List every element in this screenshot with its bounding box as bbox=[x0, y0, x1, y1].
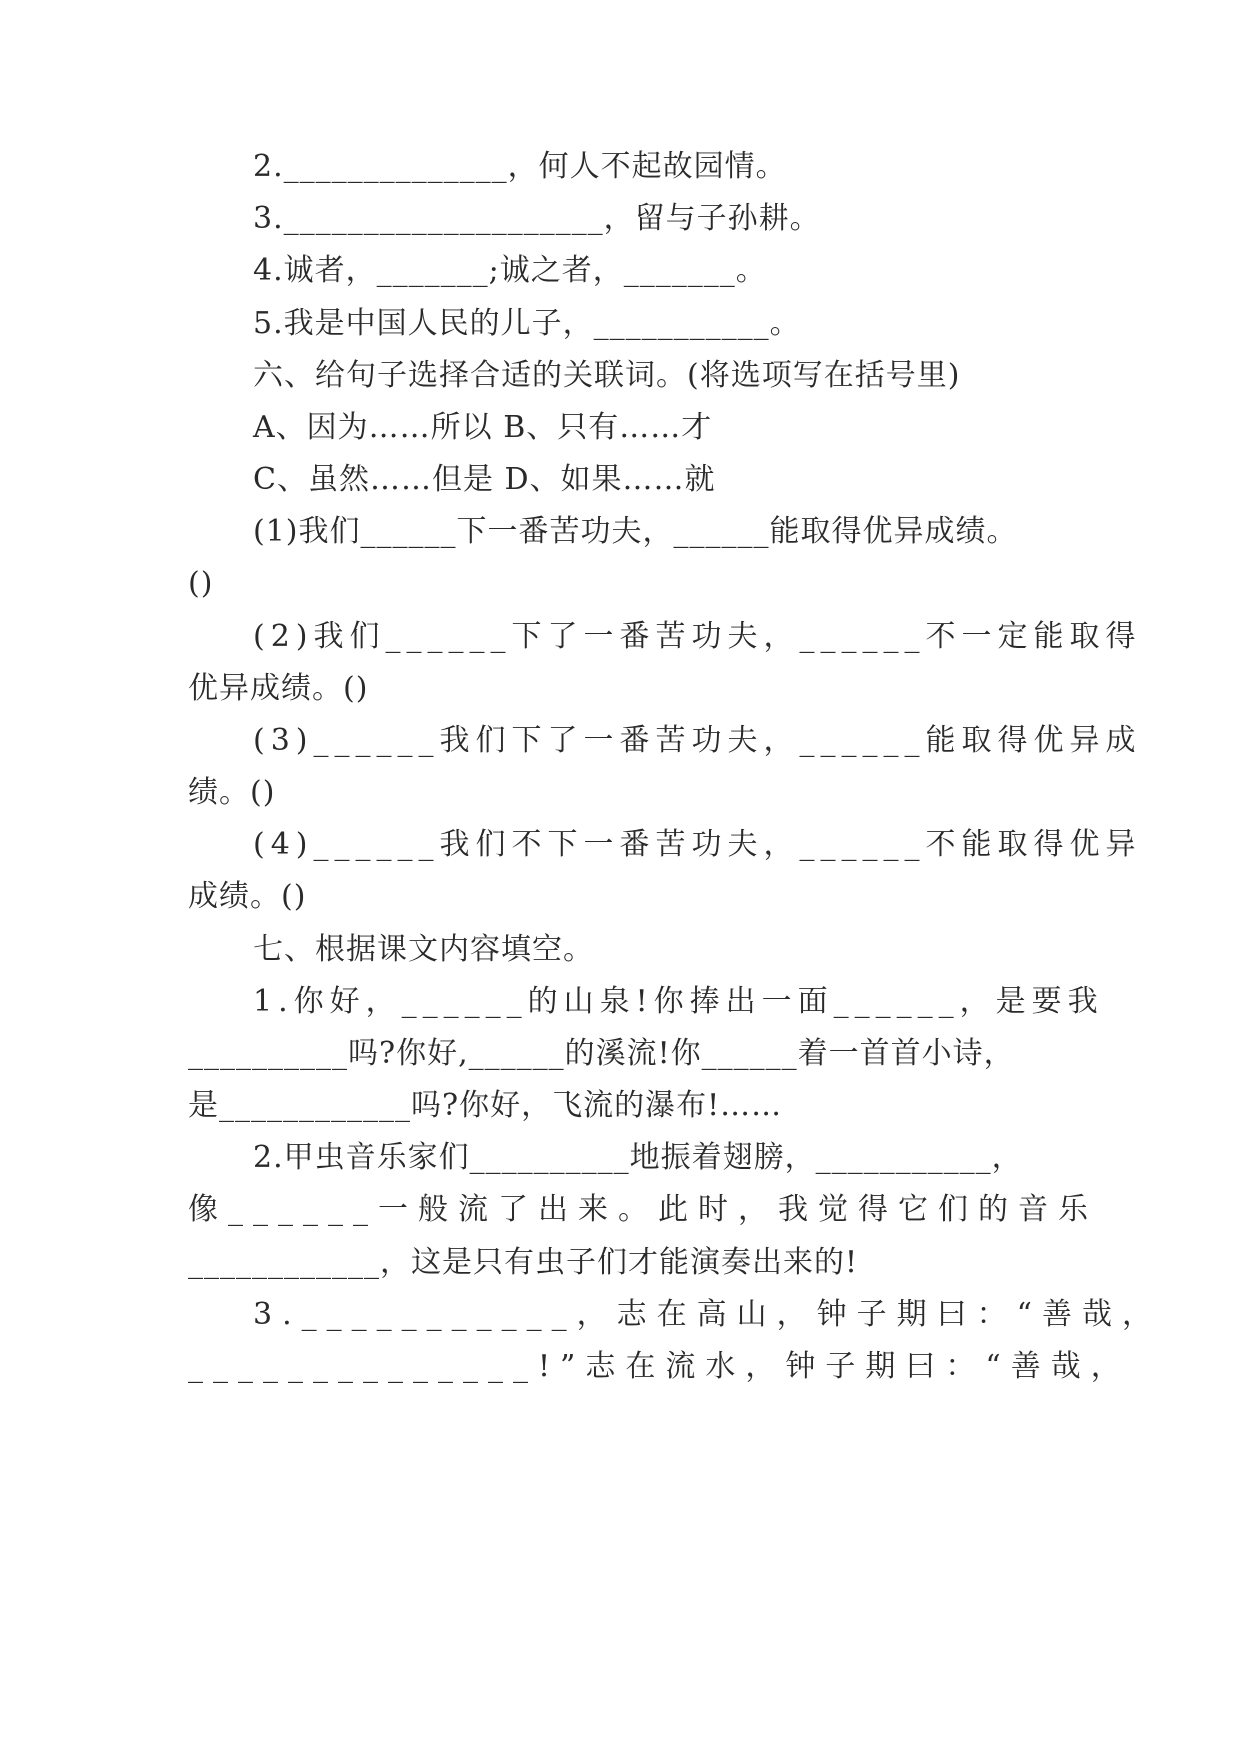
section-seven-heading: 七、根据课文内容填空。 bbox=[253, 932, 594, 967]
question-1-line: (1)我们______下一番苦功夫，______能取得优异成绩。 bbox=[253, 514, 1018, 549]
question-4-line: (4)______我们不下一番苦功夫，______不能取得优异 bbox=[253, 827, 1142, 862]
poem-line-3: 3.____________________，留与子孙耕。 bbox=[253, 201, 821, 236]
fill-1-line-b: __________吗?你好,______的溪流!你______着一首首小诗， bbox=[188, 1036, 1015, 1071]
fill-3-line-b: ______________!”志在流水，钟子期曰：“善哉， bbox=[188, 1349, 1131, 1384]
fill-1-line-a: 1.你好，______的山泉!你捧出一面______，是要我 bbox=[253, 984, 1104, 1019]
option-line-cd: C、虽然……但是 D、如果……就 bbox=[253, 462, 716, 497]
question-3-line: (3)______我们下了一番苦功夫，______能取得优异成 bbox=[253, 723, 1142, 758]
quote-line-5: 5.我是中国人民的儿子，___________。 bbox=[253, 306, 801, 341]
fill-2-line-a: 2.甲虫音乐家们__________地振着翅膀，___________， bbox=[253, 1140, 1023, 1175]
fill-3-line-a: 3.___________，志在高山，钟子期曰：“善哉， bbox=[253, 1297, 1162, 1332]
quote-line-4: 4.诚者，_______;诚之者，_______。 bbox=[253, 253, 767, 288]
option-line-ab: A、因为……所以 B、只有……才 bbox=[253, 410, 713, 445]
question-2-line: (2)我们______下了一番苦功夫，______不一定能取得 bbox=[253, 619, 1142, 654]
question-3-continuation: 绩。() bbox=[188, 775, 276, 810]
question-1-answer-paren: () bbox=[188, 566, 214, 601]
poem-line-2: 2.______________，何人不起故园情。 bbox=[253, 149, 787, 184]
fill-1-line-c: 是____________吗?你好，飞流的瀑布!…… bbox=[188, 1088, 783, 1123]
question-2-continuation: 优异成绩。() bbox=[188, 671, 369, 706]
section-six-heading: 六、给句子选择合适的关联词。(将选项写在括号里) bbox=[253, 358, 961, 393]
fill-2-line-b: 像______一般流了出来。此时，我觉得它们的音乐 bbox=[188, 1192, 1098, 1227]
question-4-continuation: 成绩。() bbox=[188, 879, 307, 914]
fill-2-line-c: ____________，这是只有虫子们才能演奏出来的! bbox=[188, 1245, 859, 1280]
